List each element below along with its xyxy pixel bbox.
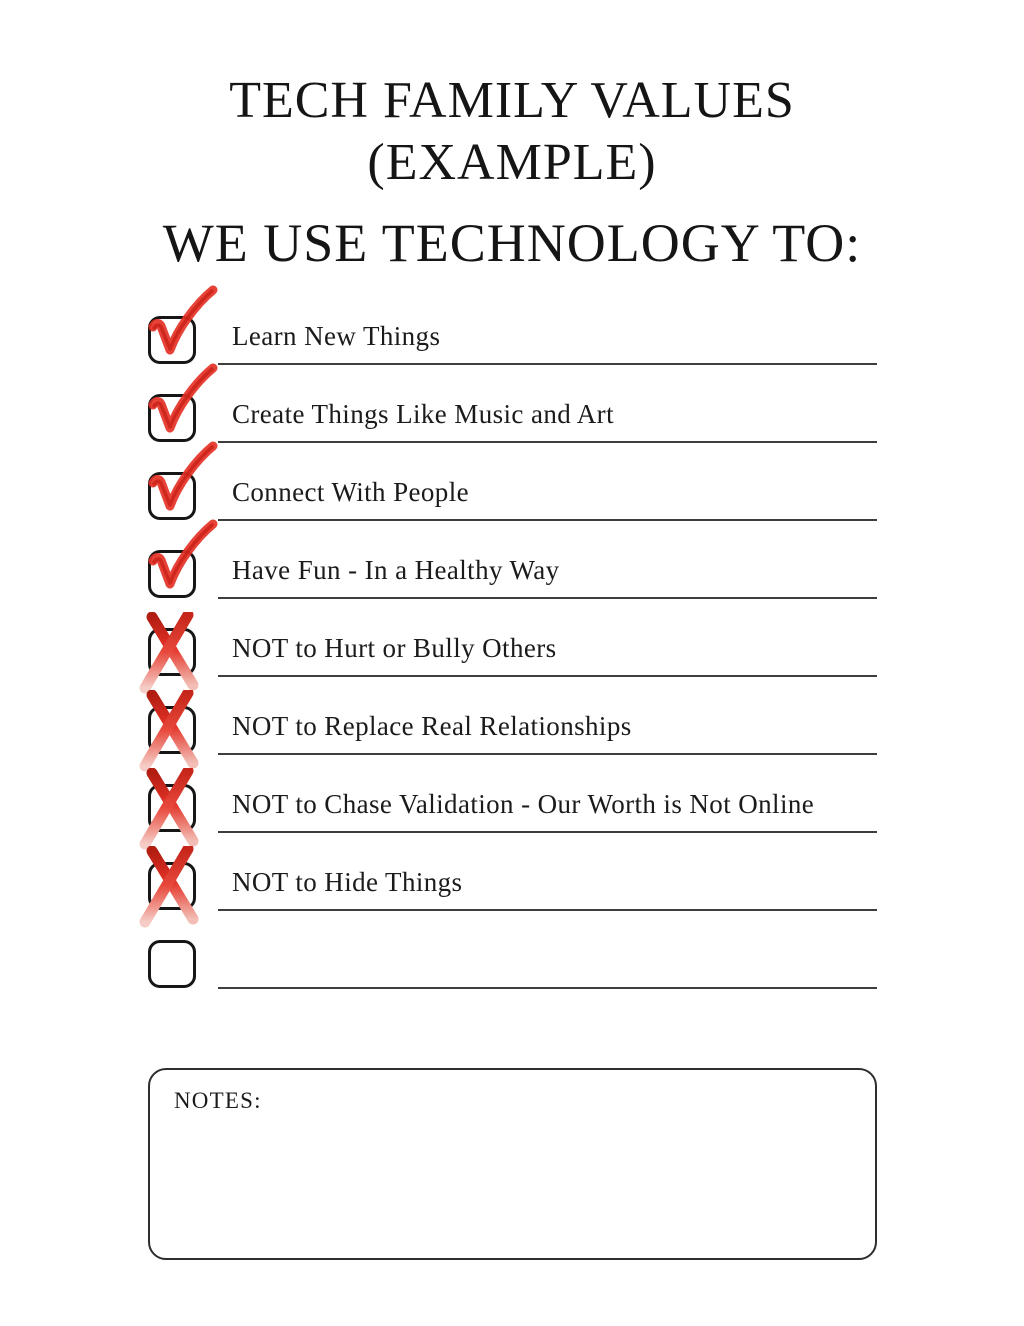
section-heading: WE USE TECHNOLOGY TO: bbox=[162, 213, 862, 273]
checklist-row bbox=[0, 755, 1024, 833]
checkbox[interactable] bbox=[148, 316, 196, 364]
red-check-icon bbox=[142, 284, 220, 370]
checklist-row bbox=[0, 833, 1024, 911]
page-title-line1: TECH FAMILY VALUES bbox=[229, 72, 795, 129]
notes-area[interactable] bbox=[148, 1068, 877, 1260]
checklist-row bbox=[0, 287, 1024, 365]
writing-line bbox=[218, 987, 877, 989]
checklist-row bbox=[0, 677, 1024, 755]
checkbox[interactable] bbox=[148, 394, 196, 442]
page-title bbox=[0, 70, 1024, 195]
checklist bbox=[0, 287, 1024, 989]
checklist-row bbox=[0, 443, 1024, 521]
checklist-row bbox=[0, 365, 1024, 443]
checkbox[interactable] bbox=[148, 628, 196, 676]
checklist-row bbox=[0, 911, 1024, 989]
page-title-line2: (EXAMPLE) bbox=[367, 134, 657, 192]
notes-label: NOTES: bbox=[174, 1088, 262, 1113]
red-check-icon bbox=[142, 518, 220, 604]
checklist-item-label: Have Fun - In a Healthy Way bbox=[232, 555, 560, 585]
checkbox[interactable] bbox=[148, 550, 196, 598]
checkbox[interactable] bbox=[148, 862, 196, 910]
checklist-item-label: NOT to Replace Real Relationships bbox=[232, 711, 632, 741]
checklist-item-label: NOT to Hide Things bbox=[232, 867, 463, 897]
checklist-item-label: Connect With People bbox=[232, 477, 469, 507]
checklist-item-label: NOT to Hurt or Bully Others bbox=[232, 633, 557, 663]
checkbox[interactable] bbox=[148, 784, 196, 832]
checklist-item-label: Learn New Things bbox=[232, 321, 441, 351]
checkbox[interactable] bbox=[148, 940, 196, 988]
red-check-icon bbox=[142, 440, 220, 526]
checkbox[interactable] bbox=[148, 472, 196, 520]
checklist-item-label: Create Things Like Music and Art bbox=[232, 399, 614, 429]
checklist-row bbox=[0, 599, 1024, 677]
checkbox[interactable] bbox=[148, 706, 196, 754]
red-check-icon bbox=[142, 362, 220, 448]
checklist-row bbox=[0, 521, 1024, 599]
checklist-item-label: NOT to Chase Validation - Our Worth is Not Online bbox=[232, 789, 815, 819]
page-header bbox=[0, 70, 1024, 195]
